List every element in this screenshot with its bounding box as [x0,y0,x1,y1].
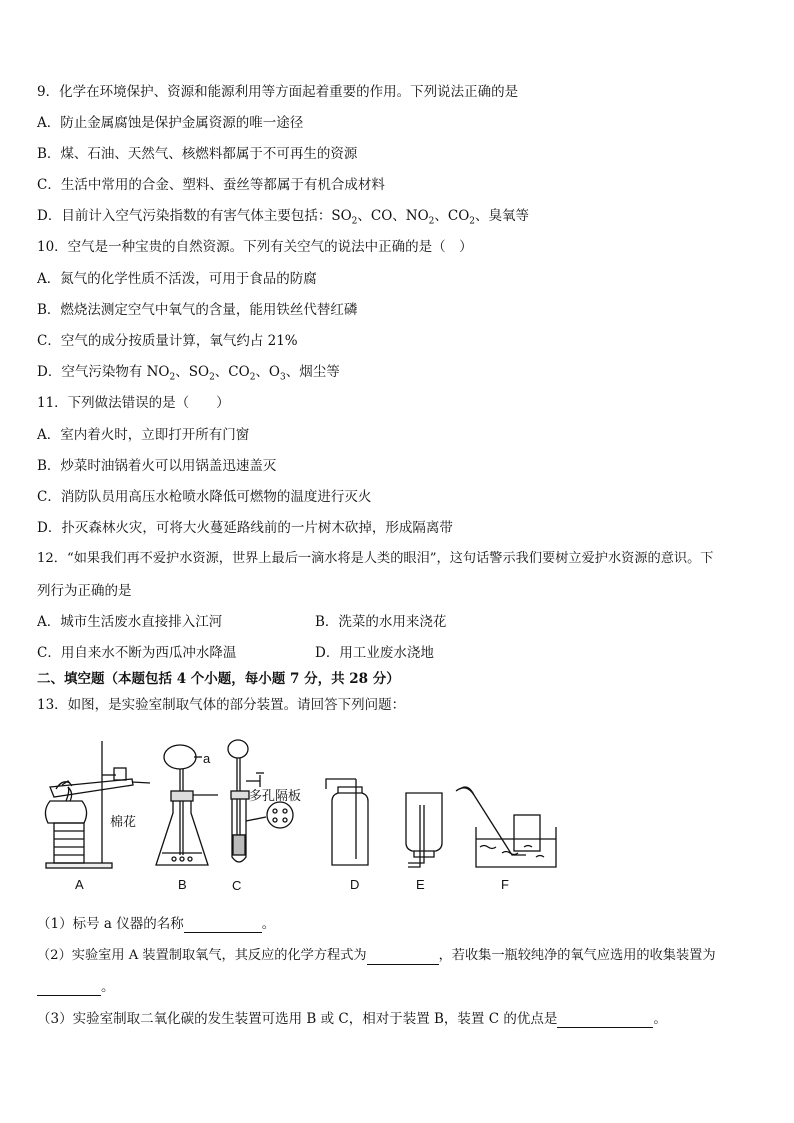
figure-label-a: a [203,751,211,766]
q10-option-c: C．空气的成分按质量计算，氧气约占 21% [37,333,298,349]
apparatus-f [456,787,556,867]
q10-option-b: B．燃烧法测定空气中氧气的含量，能用铁丝代替红磷 [37,302,358,318]
q10-option-d: D．空气污染物有 $NO_2$、$SO_2$、$CO_2$、$O_3$、烟尘等 [37,364,340,383]
answer-blank-1[interactable] [184,918,262,933]
apparatus-figure [40,735,600,895]
q9-stem: 9．化学在环境保护、资源和能源利用等方面起着重要的作用。下列说法正确的是 [37,84,519,100]
figure-caption-f: F [501,877,509,892]
q11-option-b: B．炒菜时油锅着火可以用锅盖迅速盖灭 [37,458,277,474]
figure-caption-e: E [416,877,425,892]
q13-part2-cont: 。 [37,978,115,996]
q10-stem: 10．空气是一种宝贵的自然资源。下列有关空气的说法中正确的是（ ） [37,239,473,255]
apparatus-d [326,779,368,865]
q12-option-c: C．用自来水不断为西瓜冲水降温 [37,645,237,661]
figure-label-porous-plate: 多孔隔板 [249,788,302,803]
figure-caption-d: D [350,877,360,892]
answer-blank-2[interactable] [367,950,439,965]
q12-stem-line1: 12．“如果我们再不爱护水资源，世界上最后一滴水将是人类的眼泪”，这句话警示我们要树立爱护水资源的意识。下 [37,551,714,566]
q9-option-b: B．煤、石油、天然气、核燃料都属于不可再生的资源 [37,146,358,162]
q13-part2: （2）实验室用 A 装置制取氧气，其反应的化学方程式为 ，若收集一瓶较纯净的氧气应选用的收集装置为 [37,948,716,963]
q12-option-a: A．城市生活废水直接排入江河 [37,614,223,630]
figure-label-cotton: 棉花 [110,814,137,829]
apparatus-a [45,741,150,868]
q13-part1: （1）标号 a 仪器的名称 。 [37,916,276,932]
q9-option-a: A．防止金属腐蚀是保护金属资源的唯一途径 [37,115,304,131]
figure-caption-a: A [75,877,84,892]
q12-option-b: B．洗菜的水用来浇花 [315,614,447,630]
q11-option-d: D．扑灭森林火灾，可将大火蔓延路线前的一片树木砍掉，形成隔离带 [37,520,453,536]
figure-caption-b: B [178,877,187,892]
section-heading: 二、填空题（本题包括 4 个小题，每小题 7 分，共 28 分） [37,671,400,687]
q9-option-d: D．目前计入空气污染指数的有害气体主要包括：$SO_2$、CO、$NO_2$、$CO_2$、臭氧等 [37,208,530,227]
q13-stem: 13．如图，是实验室制取气体的部分装置。请回答下列问题： [37,697,406,713]
figure-caption-c: C [232,878,242,893]
q13-part3: （3）实验室制取二氧化碳的发生装置可选用 B 或 C，相对于装置 B，装置 C 的优点是 。 [37,1011,667,1027]
q12-stem-line2: 列行为正确的是 [37,583,132,599]
q10-option-a: A．氮气的化学性质不活泼，可用于食品的防腐 [37,271,317,287]
q11-option-c: C．消防队员用高压水枪喷水降低可燃物的温度进行灭火 [37,489,372,505]
answer-blank-3[interactable] [37,981,101,996]
apparatus-e [406,793,442,867]
q12-option-d: D．用工业废水浇地 [315,645,434,661]
q11-option-a: A．室内着火时，立即打开所有门窗 [37,427,250,443]
q9-option-c: C．生活中常用的合金、塑料、蚕丝等都属于有机合成材料 [37,177,385,193]
q11-stem: 11．下列做法错误的是（ ） [37,395,230,411]
answer-blank-4[interactable] [557,1013,653,1028]
